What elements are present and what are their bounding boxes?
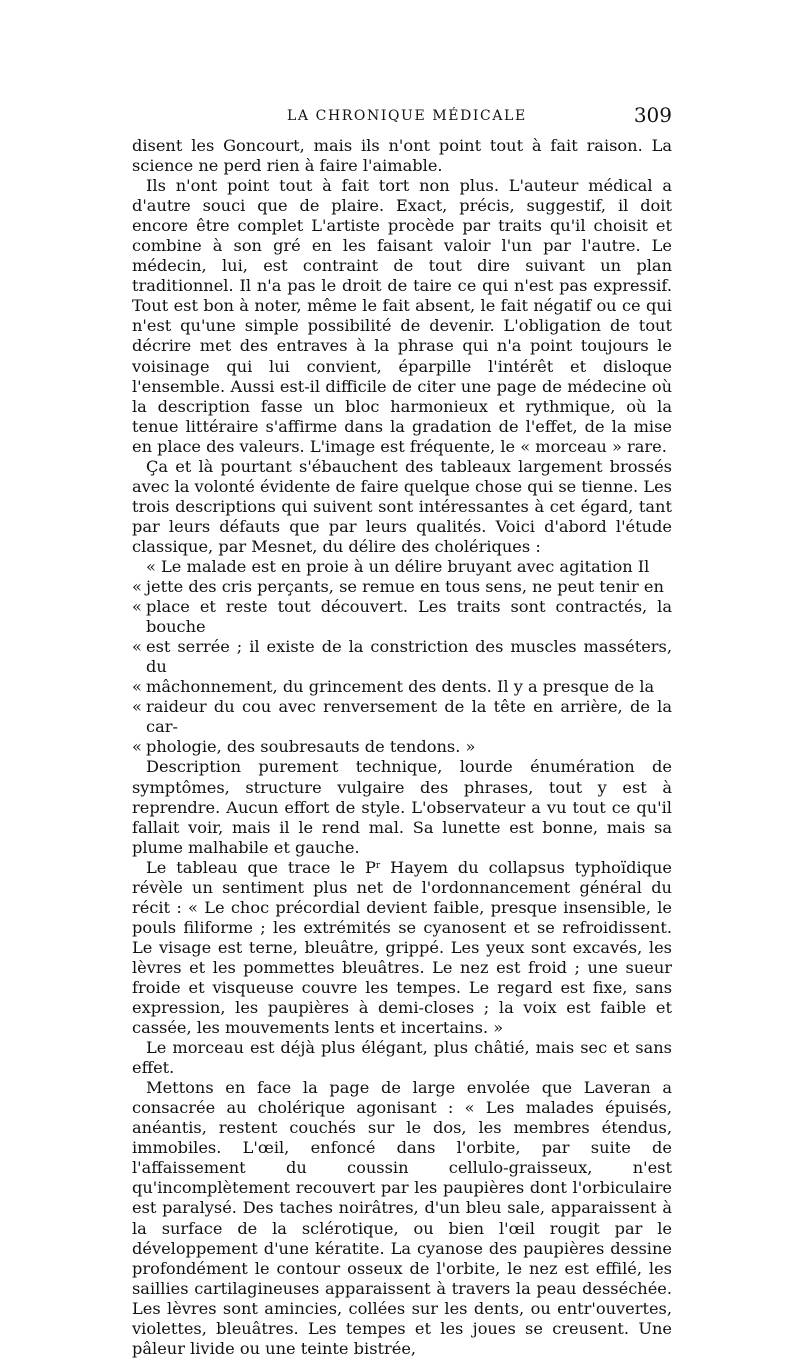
paragraph: Mettons en face la page de large envolée que Laveran a consacrée au cholérique agonisant : « Les malades épuisés, anéantis, restent couchés sur le dos, les membres étendus, immobiles. L'œil, enfoncé dans l'orbite, par suite de l'affaissement du coussin cellulo-graisseux, n'est qu'incomplètement recouvert par les paupières dont l'orbiculaire est paralysé. Des taches noirâtres, d'un bleu sale, apparaissent à la surface de la sclérotique, ou bien l'œil rougit par le développement d'une kératite. La cyanose des paupières dessine profondément le contour osseux de l'orbite, le nez est effilé, les saillies cartilagineuses apparaissent à travers la peau desséchée. Les lèvres sont amincies, collées sur les dents, ou entr'ouvertes, violettes, bleuâtres. Les tempes et les joues se creusent. Une pâleur livide ou une teinte bistrée, <box>132 1078 672 1358</box>
guillemet-mark: « <box>132 597 142 617</box>
hayem-text-before: Le tableau que trace le P <box>146 857 376 877</box>
page-header <box>132 103 672 133</box>
paragraph-continued: disent les Goncourt, mais ils n'ont point tout à fait raison. La science ne perd rien à faire l'aimable. <box>132 136 672 176</box>
quote-line <box>132 697 672 737</box>
guillemet-mark: « <box>132 697 142 717</box>
guillemet-mark: « <box>132 677 142 697</box>
quote-line <box>132 577 672 597</box>
quote-line <box>132 677 672 697</box>
quote-line-text: place et reste tout découvert. Les traits sont contractés, la bouche <box>146 597 672 637</box>
quote-line-text: phologie, des soubresauts de tendons. » <box>146 737 476 757</box>
guillemet-mark: « <box>132 577 142 597</box>
paragraph: Ils n'ont point tout à fait tort non plus. L'auteur médical a d'autre souci que de plaire. Exact, précis, suggestif, il doit encore être complet L'artiste procède par traits qu'il choisit et combine à son gré en les faisant valoir l'un par l'autre. Le médecin, lui, est contraint de tout dire suivant un plan traditionnel. Il n'a pas le droit de taire ce qui n'est pas expressif. Tout est bon à noter, même le fait absent, le fait négatif ou ce qui n'est qu'une simple possibilité de devenir. L'obligation de tout décrire met des entraves à la phrase qui n'a point toujours le voisinage qui lui convient, éparpille l'intérêt et disloque l'ensemble. Aussi est-il difficile de citer une page de médecine où la description fasse un bloc harmonieux et rythmique, où la tenue littéraire s'affirme dans la gradation de l'effet, de la mise en place des valeurs. L'image est fréquente, le « morceau » rare. <box>132 176 672 456</box>
quote-line <box>146 557 672 577</box>
quote-line <box>132 737 672 757</box>
paragraph: Ça et là pourtant s'ébauchent des tableaux largement brossés avec la volonté évidente de faire quelque chose qui se tienne. Les trois descriptions qui suivent sont intéressantes à cet égard, tant par leurs défauts que par leurs qualités. Voici d'abord l'étude classique, par Mesnet, du délire des cholériques : <box>132 456 672 556</box>
quote-line <box>132 637 672 677</box>
running-head: LA CHRONIQUE MÉDICALE <box>287 108 527 124</box>
page-number: 309 <box>633 103 672 127</box>
quote-mesnet <box>132 557 672 757</box>
paragraph: Description purement technique, lourde énumération de symptômes, structure vulgaire des phrases, tout y est à reprendre. Aucun effort de style. L'observateur a vu tout ce qu'il fallait voir, mais il le rend mal. Sa lunette est bonne, mais sa plume malhabile et gauche. <box>132 757 672 857</box>
quote-line-text: « Le malade est en proie à un délire bruyant avec agitation Il <box>146 556 650 576</box>
quote-line-text: jette des cris perçants, se remue en tous sens, ne peut tenir en <box>146 577 664 597</box>
guillemet-mark: « <box>132 737 142 757</box>
guillemet-mark: « <box>132 637 142 657</box>
quote-line-text: raideur du cou avec renversement de la tête en arrière, de la car- <box>146 697 672 737</box>
quote-line-text: mâchonnement, du grincement des dents. Il y a presque de la <box>146 677 655 697</box>
paragraph-hayem <box>132 858 672 1038</box>
quote-line-text: est serrée ; il existe de la constriction des muscles masséters, du <box>146 637 672 677</box>
paragraph: Le morceau est déjà plus élégant, plus châtié, mais sec et sans effet. <box>132 1038 672 1078</box>
body-text <box>132 136 672 1359</box>
hayem-text-after: Hayem du collapsus typhoïdique révèle un sentiment plus net de l'ordonnancement général du récit : « Le choc précordial devient faible, presque insensible, le pouls filiforme ; les extrémités se cyanosent et se refroidissent. Le visage est terne, bleuâtre, grippé. Les yeux sont excavés, les lèvres et les pommettes bleuâtres. Le nez est froid ; une sueur froide et visqueuse couvre les tempes. Le regard est fixe, sans expression, les paupières à demi-closes ; la voix est faible et cassée, les mouvements lents et incertains. » <box>132 857 673 1038</box>
hayem-superscript: r <box>375 860 381 871</box>
quote-line <box>132 597 672 637</box>
